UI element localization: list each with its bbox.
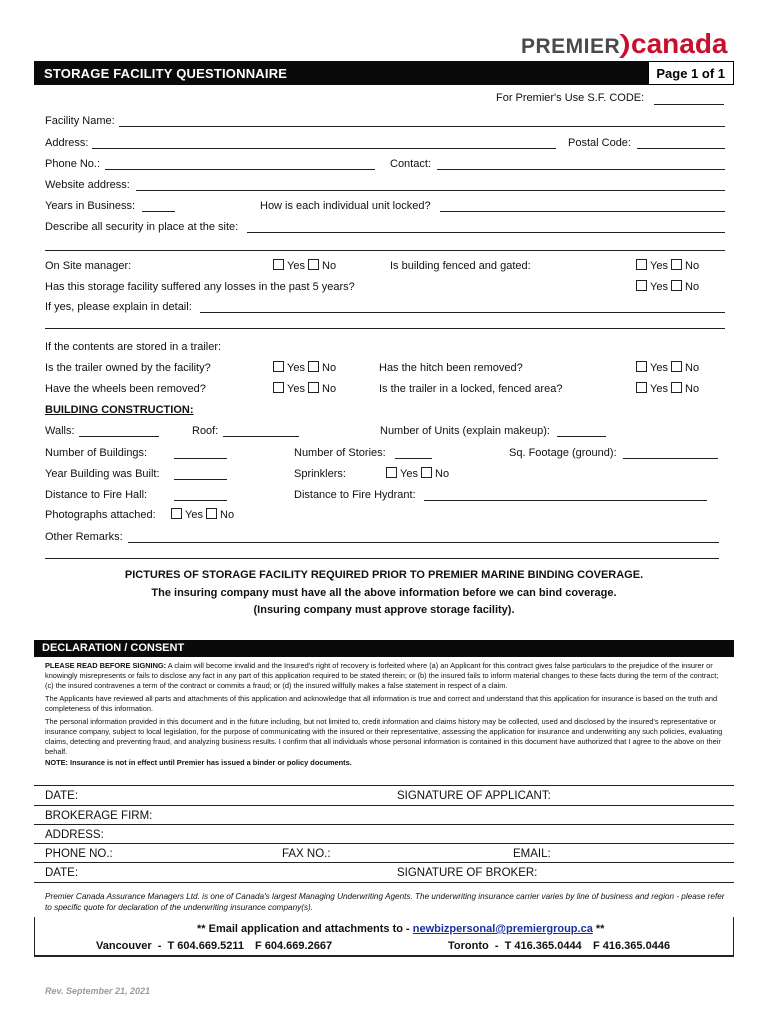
- sf-code-field[interactable]: [654, 104, 724, 105]
- trailer-owned-yes-checkbox[interactable]: [273, 361, 284, 372]
- roof-label: Roof:: [192, 425, 219, 437]
- underwriting-disclaimer: Premier Canada Assurance Managers Ltd. is one of Canada's largest Managing Underwriting Agents. The underwriting insurance carrier varies by line of business and region - please refer to specific quote for declaration of the underwriting insurance company(s).: [45, 892, 725, 912]
- sprinklers-yesno: Yes No: [386, 467, 449, 480]
- wheels-yesno: Yes No: [273, 382, 336, 395]
- building-construction-heading: BUILDING CONSTRUCTION:: [45, 404, 194, 416]
- declaration-heading: DECLARATION / CONSENT: [42, 642, 185, 654]
- fire-hydrant-label: Distance to Fire Hydrant:: [294, 489, 416, 501]
- trailer-locked-yes-checkbox[interactable]: [636, 382, 647, 393]
- onsite-no-checkbox[interactable]: [308, 259, 319, 270]
- fire-hall-field[interactable]: [174, 500, 227, 501]
- brokerage-label: BROKERAGE FIRM:: [45, 810, 153, 822]
- date-label: DATE:: [45, 790, 79, 802]
- website-label: Website address:: [45, 179, 130, 191]
- notice-line-1: PICTURES OF STORAGE FACILITY REQUIRED PRIOR TO PREMIER MARINE BINDING COVERAGE.: [124, 569, 644, 581]
- hitch-no-checkbox[interactable]: [671, 361, 682, 372]
- trailer-locked-yesno: Yes No: [636, 382, 699, 395]
- postal-code-label: Postal Code:: [568, 137, 631, 149]
- explain-label: If yes, please explain in detail:: [45, 301, 192, 313]
- sqft-field[interactable]: [623, 458, 718, 459]
- fenced-yes-checkbox[interactable]: [636, 259, 647, 270]
- trailer-owned-yesno: Yes No: [273, 361, 336, 374]
- brokerage-field[interactable]: [34, 824, 734, 825]
- declaration-paragraph-2: The Applicants have reviewed all parts and attachments of this application and acknowledge that all information is true and correct and understand that this application for insurance is based on the truth and completeness of this information.: [45, 694, 718, 713]
- logo-swoosh-icon: [617, 33, 631, 59]
- broker-contact-field[interactable]: [34, 862, 734, 863]
- broker-fax-label: FAX NO.:: [282, 848, 331, 860]
- facility-name-label: Facility Name:: [45, 115, 115, 127]
- broker-date-label: DATE:: [45, 867, 79, 879]
- logo-premier-text: PREMIER: [521, 35, 621, 58]
- wheels-no-checkbox[interactable]: [308, 382, 319, 393]
- trailer-locked-label: Is the trailer in a locked, fenced area?: [379, 383, 563, 395]
- address-label: Address:: [45, 137, 89, 149]
- date-signature-field[interactable]: [34, 805, 734, 806]
- stories-label: Number of Stories:: [294, 447, 386, 459]
- unit-locked-field[interactable]: [440, 211, 725, 212]
- sqft-label: Sq. Footage (ground):: [509, 447, 617, 459]
- broker-address-label: ADDRESS:: [45, 829, 104, 841]
- remarks-field-line2[interactable]: [45, 558, 719, 559]
- signature-broker-label: SIGNATURE OF BROKER:: [397, 867, 538, 879]
- units-label: Number of Units (explain makeup):: [380, 425, 550, 437]
- signature-applicant-label: SIGNATURE OF APPLICANT:: [397, 790, 551, 802]
- fenced-label: Is building fenced and gated:: [390, 260, 531, 272]
- form-title: STORAGE FACILITY QUESTIONNAIRE: [44, 66, 288, 81]
- declaration-paragraph-1: PLEASE READ BEFORE SIGNING: A claim will become invalid and the Insured's right of recovery is forfeited where (a) an Applicant for this contract gives false particulars to the prejudice of the insurer or knowingly misrepresents or fails to disclose any fact in any part of this application required to be stated therein; or (b) the insured fails to inform material changes to these facts during the term of the contract; (c) the insured contravenes a term of the contract or commits a fraud; or (d) the insured willfully makes a false statement in respect of a claim.: [45, 661, 719, 690]
- buildings-field[interactable]: [174, 458, 227, 459]
- walls-label: Walls:: [45, 425, 75, 437]
- explain-field-line2[interactable]: [45, 328, 725, 329]
- wheels-yes-checkbox[interactable]: [273, 382, 284, 393]
- walls-field[interactable]: [79, 436, 159, 437]
- wheels-label: Have the wheels been removed?: [45, 383, 206, 395]
- page-number: Page 1 of 1: [656, 66, 725, 81]
- logo-canada-text: canada: [631, 28, 728, 59]
- fire-hall-label: Distance to Fire Hall:: [45, 489, 148, 501]
- form-header-bar: [34, 61, 734, 85]
- security-label: Describe all security in place at the site:: [45, 221, 239, 233]
- explain-field[interactable]: [200, 312, 725, 313]
- buildings-label: Number of Buildings:: [45, 447, 148, 459]
- broker-address-field[interactable]: [34, 843, 734, 844]
- photos-no-checkbox[interactable]: [206, 508, 217, 519]
- year-built-field[interactable]: [174, 479, 227, 480]
- broker-signature-field[interactable]: [34, 882, 734, 883]
- website-field[interactable]: [136, 190, 725, 191]
- hitch-label: Has the hitch been removed?: [379, 362, 523, 374]
- vancouver-phone: Vancouver - T 604.669.5211: [96, 940, 244, 952]
- premier-canada-logo: [521, 30, 726, 60]
- email-link[interactable]: newbizpersonal@premiergroup.ca: [412, 923, 593, 935]
- contact-label: Contact:: [390, 158, 431, 170]
- toronto-phone: Toronto - T 416.365.0444: [448, 940, 582, 952]
- remarks-field[interactable]: [128, 542, 719, 543]
- sprinklers-yes-checkbox[interactable]: [386, 467, 397, 478]
- postal-code-field[interactable]: [637, 148, 725, 149]
- photos-yes-checkbox[interactable]: [171, 508, 182, 519]
- fire-hydrant-field[interactable]: [424, 500, 707, 501]
- units-field[interactable]: [557, 436, 606, 437]
- signature-divider: [34, 785, 734, 786]
- losses-no-checkbox[interactable]: [671, 280, 682, 291]
- remarks-label: Other Remarks:: [45, 531, 123, 543]
- losses-yes-checkbox[interactable]: [636, 280, 647, 291]
- toronto-fax: F 416.365.0446: [593, 940, 671, 952]
- broker-email-label: EMAIL:: [513, 848, 551, 860]
- photos-yesno: Yes No: [171, 508, 234, 521]
- onsite-yes-checkbox[interactable]: [273, 259, 284, 270]
- losses-yesno: Yes No: [636, 280, 699, 293]
- contact-field[interactable]: [437, 169, 725, 170]
- declaration-header-bar: [34, 640, 734, 657]
- unit-locked-label: How is each individual unit locked?: [260, 200, 431, 212]
- security-field-line2[interactable]: [45, 250, 725, 251]
- years-field[interactable]: [142, 211, 175, 212]
- stories-field[interactable]: [395, 458, 432, 459]
- notice-line-3: (Insuring company must approve storage facility).: [253, 604, 515, 616]
- phone-label: Phone No.:: [45, 158, 101, 170]
- declaration-note: NOTE: Insurance is not in effect until Premier has issued a binder or policy documents.: [45, 758, 352, 767]
- trailer-owned-label: Is the trailer owned by the facility?: [45, 362, 211, 374]
- trailer-locked-no-checkbox[interactable]: [671, 382, 682, 393]
- declaration-paragraph-3: The personal information provided in this document and in the future including, but not limited to, credit information and claims history may be collected, used and disclosed by the insured's representative or insurance company, subject to local legislation, for the purpose of communicating with the insured or their representative, assessing the application for insurance and underwriting any such policies, evaluating claims, detecting and preventing fraud, and analyzing business results. I confirm that all individuals whose personal information is contained in this document have authorized that I agree to the above on their behalf.: [45, 717, 723, 756]
- fenced-no-checkbox[interactable]: [671, 259, 682, 270]
- office-use-label: For Premier's Use S.F. CODE:: [496, 92, 645, 104]
- photos-label: Photographs attached:: [45, 509, 156, 521]
- security-field[interactable]: [247, 232, 725, 233]
- onsite-manager-label: On Site manager:: [45, 260, 132, 272]
- broker-phone-label: PHONE NO.:: [45, 848, 113, 860]
- sprinklers-label: Sprinklers:: [294, 468, 346, 480]
- trailer-owned-no-checkbox[interactable]: [308, 361, 319, 372]
- hitch-yesno: Yes No: [636, 361, 699, 374]
- hitch-yes-checkbox[interactable]: [636, 361, 647, 372]
- years-label: Years in Business:: [45, 200, 136, 212]
- onsite-manager-yesno: Yes No: [273, 259, 336, 272]
- page-indicator: [648, 61, 734, 85]
- email-instructions: ** Email application and attachments to - newbizpersonal@premiergroup.ca **: [197, 923, 605, 935]
- year-built-label: Year Building was Built:: [45, 468, 160, 480]
- losses-label: Has this storage facility suffered any losses in the past 5 years?: [45, 281, 355, 293]
- facility-name-field[interactable]: [119, 126, 725, 127]
- revision-date: Rev. September 21, 2021: [45, 986, 151, 996]
- address-field[interactable]: [92, 148, 556, 149]
- roof-field[interactable]: [223, 436, 299, 437]
- trailer-contents-label: If the contents are stored in a trailer:: [45, 341, 222, 353]
- sprinklers-no-checkbox[interactable]: [421, 467, 432, 478]
- vancouver-fax: F 604.669.2667: [255, 940, 333, 952]
- phone-field[interactable]: [105, 169, 375, 170]
- notice-line-2: The insuring company must have all the above information before we can bind coverage.: [151, 587, 617, 599]
- fenced-yesno: Yes No: [636, 259, 699, 272]
